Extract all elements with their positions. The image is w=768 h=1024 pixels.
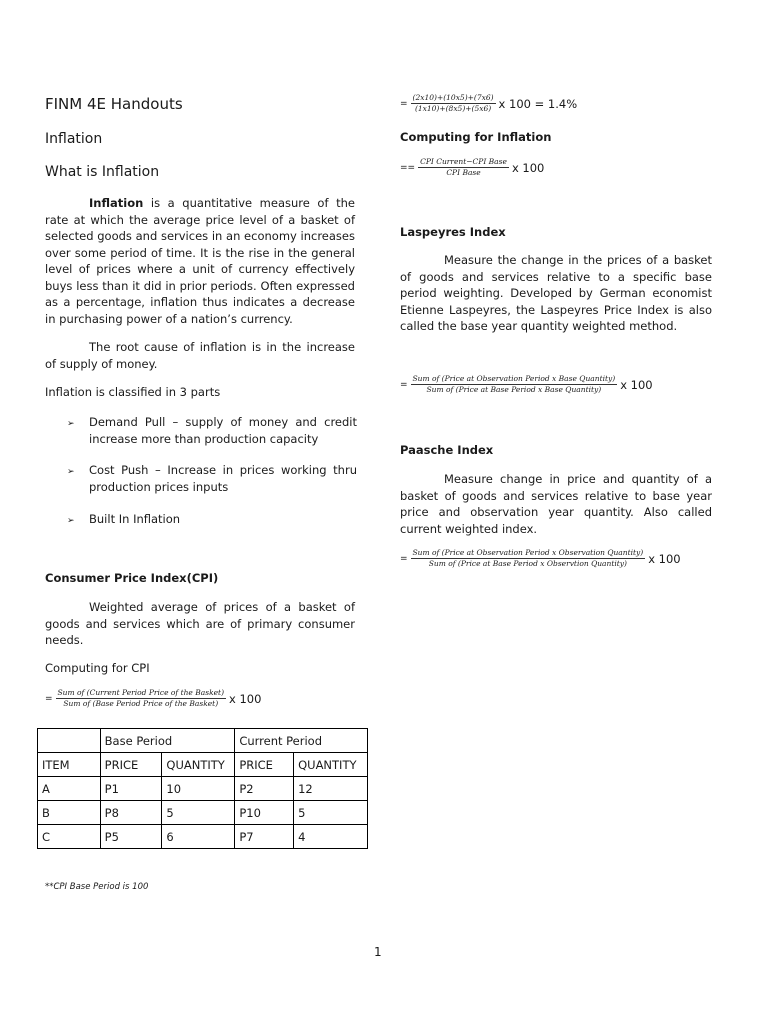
example-formula: = $\frac{(2x10)+(10x5)+(7x6)}{(1x10)+(8x5)+(5x6)}$ x 100 = 1.4% — [400, 93, 578, 113]
table-row — [38, 825, 368, 849]
table-cell: 10 — [162, 777, 235, 801]
paasche-heading: Paasche Index — [400, 443, 494, 457]
bullet-item-cost-push — [67, 462, 357, 495]
root-cause-paragraph — [45, 339, 355, 372]
inflation-numerator: CPI Current−CPI Base — [420, 157, 507, 166]
paasche-text: Measure change in price and quantity of a basket of goods and services relative to base year price and observation year quantity. Also called current weighted index. — [400, 472, 712, 536]
example-fraction — [411, 93, 496, 114]
table-cell: B — [38, 801, 101, 825]
table-column-header: PRICE — [100, 753, 162, 777]
arrow-bullet-icon: ➢ — [67, 419, 75, 429]
document-title: FINM 4E Handouts — [45, 95, 183, 113]
table-cell: C — [38, 825, 101, 849]
example-result: x 100 = 1.4% — [498, 96, 578, 111]
cpi-base-note: **CPI Base Period is 100 — [45, 882, 149, 892]
table-cell: P7 — [235, 825, 294, 849]
paasche-numerator: Sum of (Price at Observation Period x Observation Quantity) — [412, 548, 644, 557]
laspeyres-text: Measure the change in the prices of a basket of goods and services relative to a specific base period weighting. Developed by German economist Etienne Laspeyres, the Laspeyres Price Index is also called the base year quantity weighted method. — [400, 253, 712, 333]
computing-cpi-label: Computing for CPI — [45, 661, 150, 675]
cpi-numerator: Sum of (Current Period Price of the Basket) — [57, 688, 225, 697]
table-cell — [38, 729, 101, 753]
inflation-formula: == $\frac{\text{CPI Current−CPI Base}}{\text{CPI Base}}$ x 100 — [400, 157, 545, 177]
topic-heading: Inflation — [45, 131, 103, 147]
table-cell: P8 — [100, 801, 162, 825]
cpi-heading: Consumer Price Index(CPI) — [45, 571, 219, 585]
table-column-header: QUANTITY — [294, 753, 368, 777]
table-column-header: ITEM — [38, 753, 101, 777]
paasche-formula: = $\frac{\text{Sum of (Price at Observation Period x Observation Quantity)}}{\text{Sum of (Price at Base Period x Observtion Quantity)}}$ x 100 — [400, 548, 681, 568]
paasche-paragraph — [400, 471, 712, 537]
paasche-fraction — [411, 548, 646, 569]
cpi-denominator: Sum of (Base Period Price of the Basket) — [63, 699, 219, 708]
paasche-multiplier: x 100 — [648, 551, 681, 566]
laspeyres-denominator: Sum of (Price at Base Period x Base Quantity) — [426, 385, 602, 394]
cpi-formula: = $\frac{\text{Sum of (Current Period Price of the Basket)}}{\text{Sum of (Base Period Price of the Basket)}}$ x 100 — [45, 688, 262, 708]
root-cause-text: The root cause of inflation is in the increase of supply of money. — [45, 340, 355, 371]
laspeyres-numerator: Sum of (Price at Observation Period x Base Quantity) — [412, 374, 616, 383]
table-group-header: Base Period — [100, 729, 235, 753]
laspeyres-formula: = $\frac{\text{Sum of (Price at Observation Period x Base Quantity)}}{\text{Sum of (Price at Base Period x Base Quantity)}}$ x 100 — [400, 374, 653, 394]
definition-term: Inflation — [89, 196, 144, 210]
example-denominator: (1x10)+(8x5)+(5x6) — [414, 104, 492, 113]
table-group-header-row — [38, 729, 368, 753]
table-cell: 4 — [294, 825, 368, 849]
table-row — [38, 777, 368, 801]
bullet-item-demand-pull — [67, 414, 357, 447]
inflation-fraction — [418, 157, 509, 178]
question-heading: What is Inflation — [45, 164, 160, 180]
page-number: 1 — [374, 945, 382, 959]
arrow-bullet-icon: ➢ — [67, 467, 75, 477]
table-cell: A — [38, 777, 101, 801]
table-cell: 5 — [294, 801, 368, 825]
inflation-multiplier: x 100 — [511, 160, 545, 175]
table-cell: P10 — [235, 801, 294, 825]
table-column-header: PRICE — [235, 753, 294, 777]
table-cell: 6 — [162, 825, 235, 849]
table-column-header: QUANTITY — [162, 753, 235, 777]
example-numerator: (2x10)+(10x5)+(7x6) — [412, 93, 494, 102]
paasche-denominator: Sum of (Price at Base Period x Observtion Quantity) — [428, 559, 627, 568]
laspeyres-fraction — [411, 374, 618, 395]
table-header-row — [38, 753, 368, 777]
table-cell: P1 — [100, 777, 162, 801]
table-row — [38, 801, 368, 825]
computing-inflation-heading: Computing for Inflation — [400, 130, 552, 144]
cpi-paragraph — [45, 599, 355, 649]
cpi-text: Weighted average of prices of a basket of goods and services which are of primary consumer needs. — [45, 600, 355, 647]
cpi-fraction — [56, 688, 226, 709]
bullet-item-built-in — [67, 511, 357, 530]
bullet-text: Demand Pull – supply of money and credit increase more than production capacity — [89, 415, 357, 446]
inflation-definition — [45, 195, 355, 327]
table-group-header: Current Period — [235, 729, 368, 753]
table-cell: 5 — [162, 801, 235, 825]
arrow-bullet-icon: ➢ — [67, 516, 75, 526]
definition-text: is a quantitative measure of the rate at which the average price level of a basket of selected goods and services in an economy increases over some period of time. It is the rise in the general level of prices where a unit of currency effectively buys less than it did in prior periods. Often expressed as a percentage, inflation thus indicates a decrease in purchasing power of a nation’s currency. — [45, 196, 355, 326]
cpi-table — [37, 728, 368, 849]
table-cell: P5 — [100, 825, 162, 849]
laspeyres-paragraph — [400, 252, 712, 335]
cpi-multiplier: x 100 — [229, 691, 262, 706]
inflation-denominator: CPI Base — [446, 168, 481, 177]
bullet-text: Built In Inflation — [89, 512, 181, 526]
laspeyres-heading: Laspeyres Index — [400, 225, 506, 239]
bullet-text: Cost Push – Increase in prices working thru production prices inputs — [89, 463, 357, 494]
classification-intro: Inflation is classified in 3 parts — [45, 385, 221, 399]
table-cell: 12 — [294, 777, 368, 801]
table-cell: P2 — [235, 777, 294, 801]
laspeyres-multiplier: x 100 — [620, 377, 653, 392]
